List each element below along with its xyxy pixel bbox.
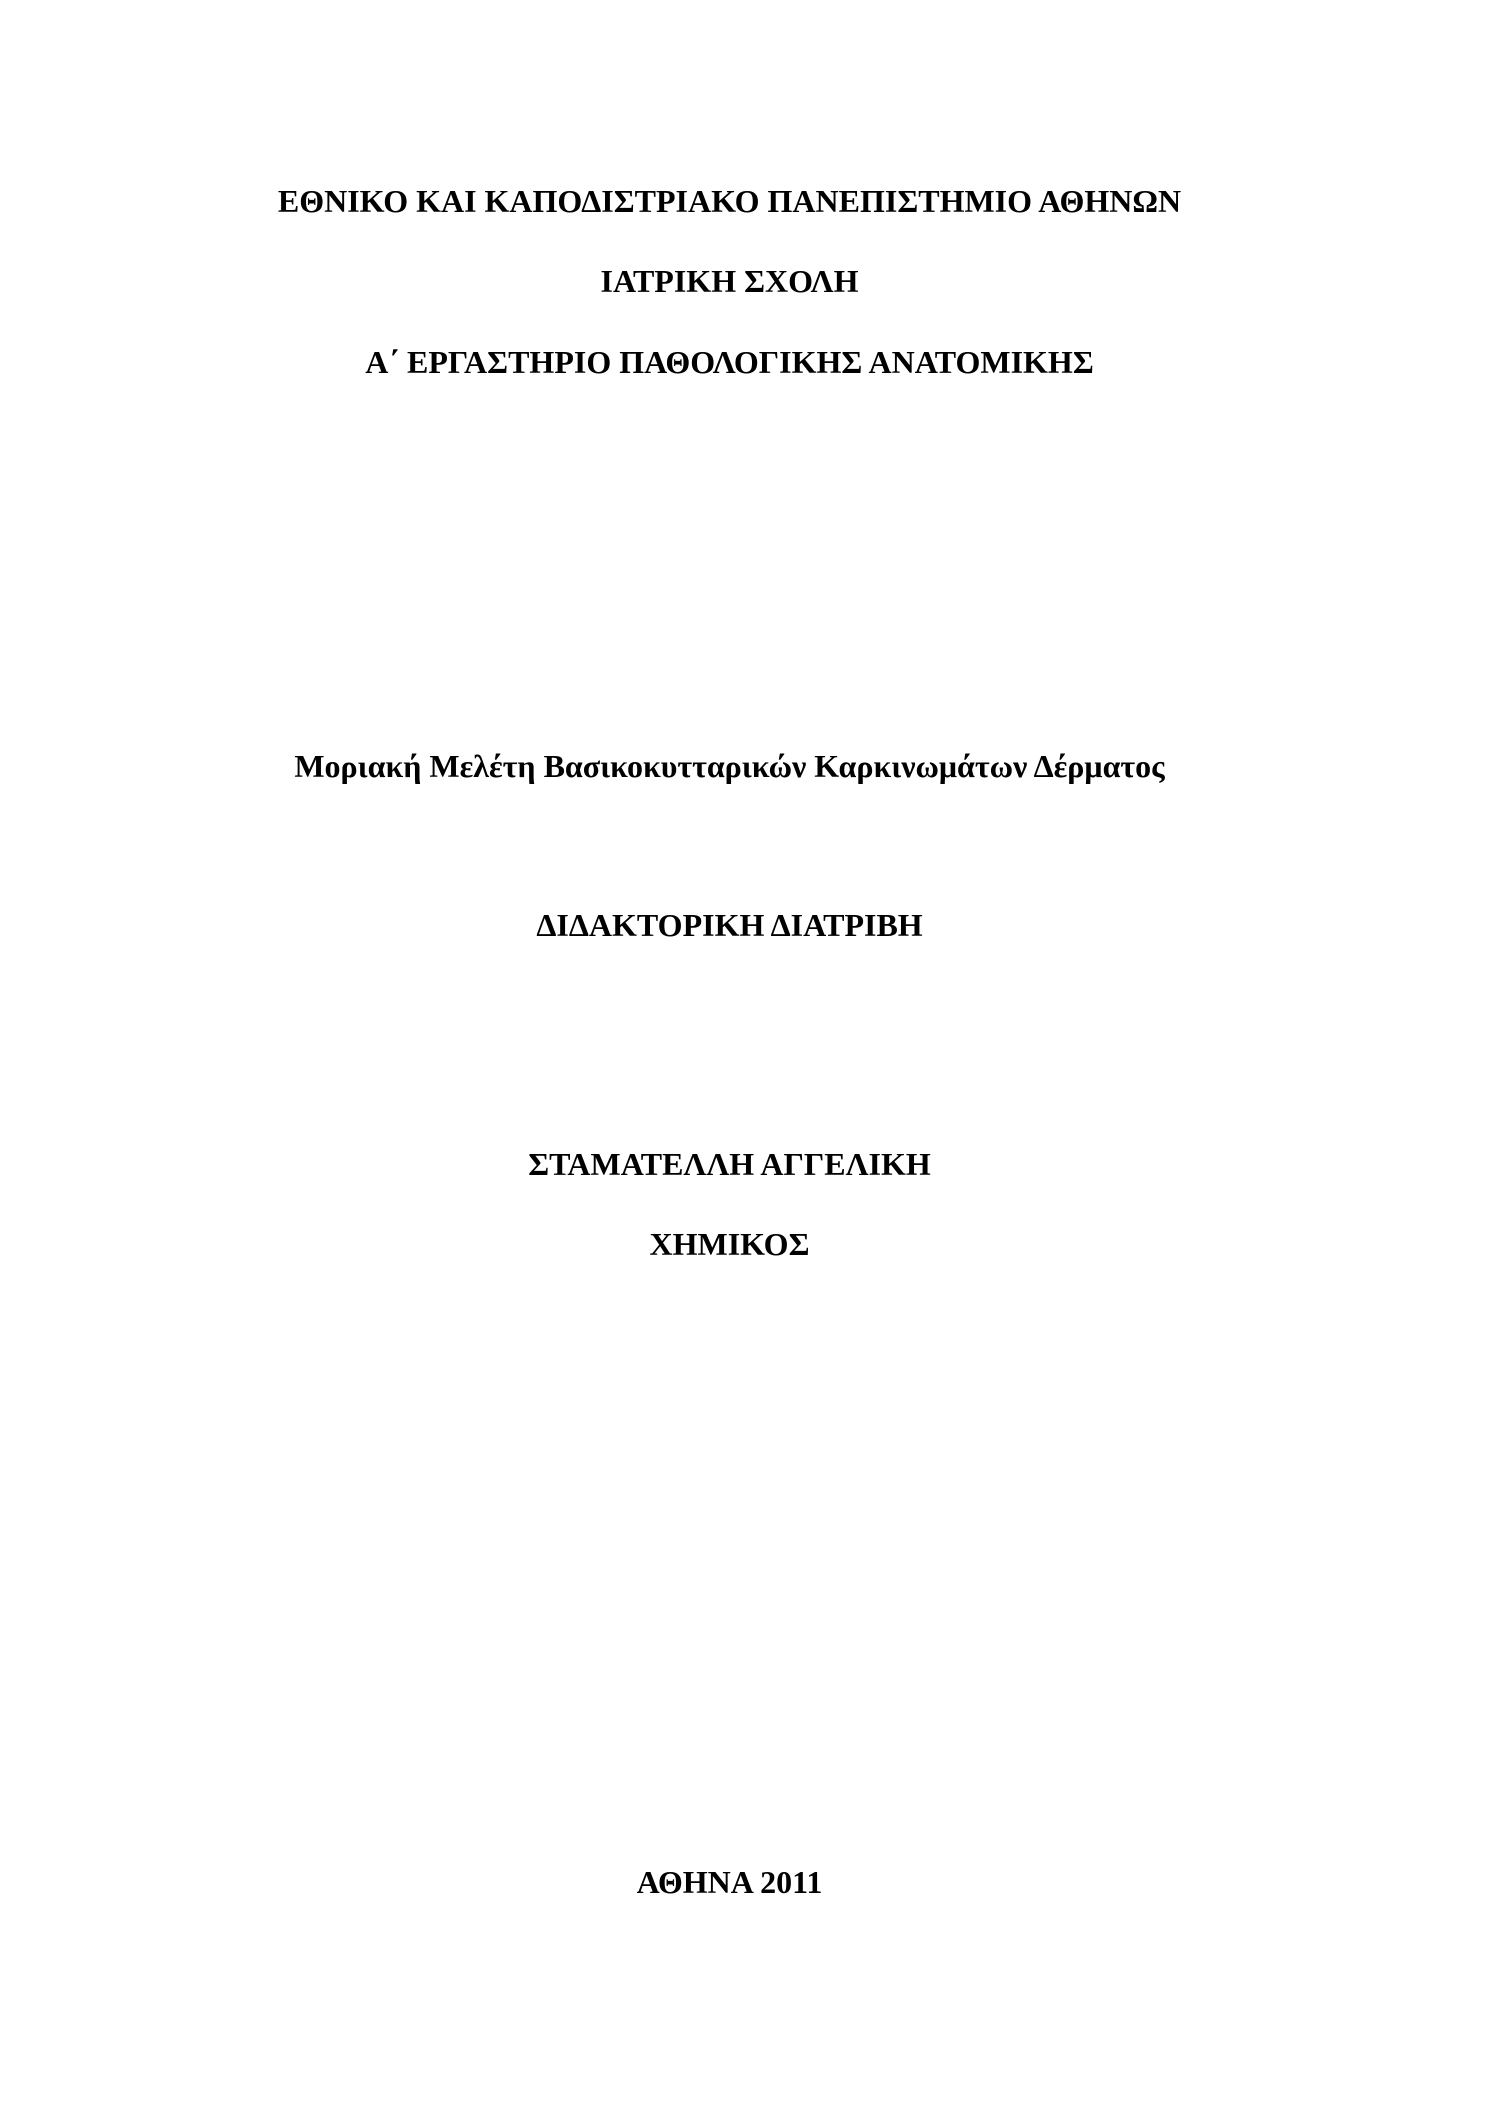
laboratory-name: Α΄ ΕΡΓΑΣΤΗΡΙΟ ΠΑΘΟΛΟΓΙΚΗΣ ΑΝΑΤΟΜΙΚΗΣ [365,344,1094,380]
author-name: ΣΤΑΜΑΤΕΛΛΗ ΑΓΓΕΛΙΚΗ [528,1146,931,1182]
thesis-type: ΔΙΔΑΚΤΟΡΙΚΗ ΔΙΑΤΡΙΒΗ [536,907,923,943]
thesis-title: Μοριακή Μελέτη Βασικοκυτταρικών Καρκινωμάτων Δέρματος [294,748,1165,784]
university-name: ΕΘΝΙΚΟ ΚΑΙ ΚΑΠΟΔΙΣΤΡΙΑΚΟ ΠΑΝΕΠΙΣΤΗΜΙΟ ΑΘΗΝΩΝ [277,183,1182,219]
place-and-year: ΑΘΗΝΑ 2011 [636,1864,823,1900]
author-profession: ΧΗΜΙΚΟΣ [649,1226,810,1262]
school-name: ΙΑΤΡΙΚΗ ΣΧΟΛΗ [600,263,859,299]
